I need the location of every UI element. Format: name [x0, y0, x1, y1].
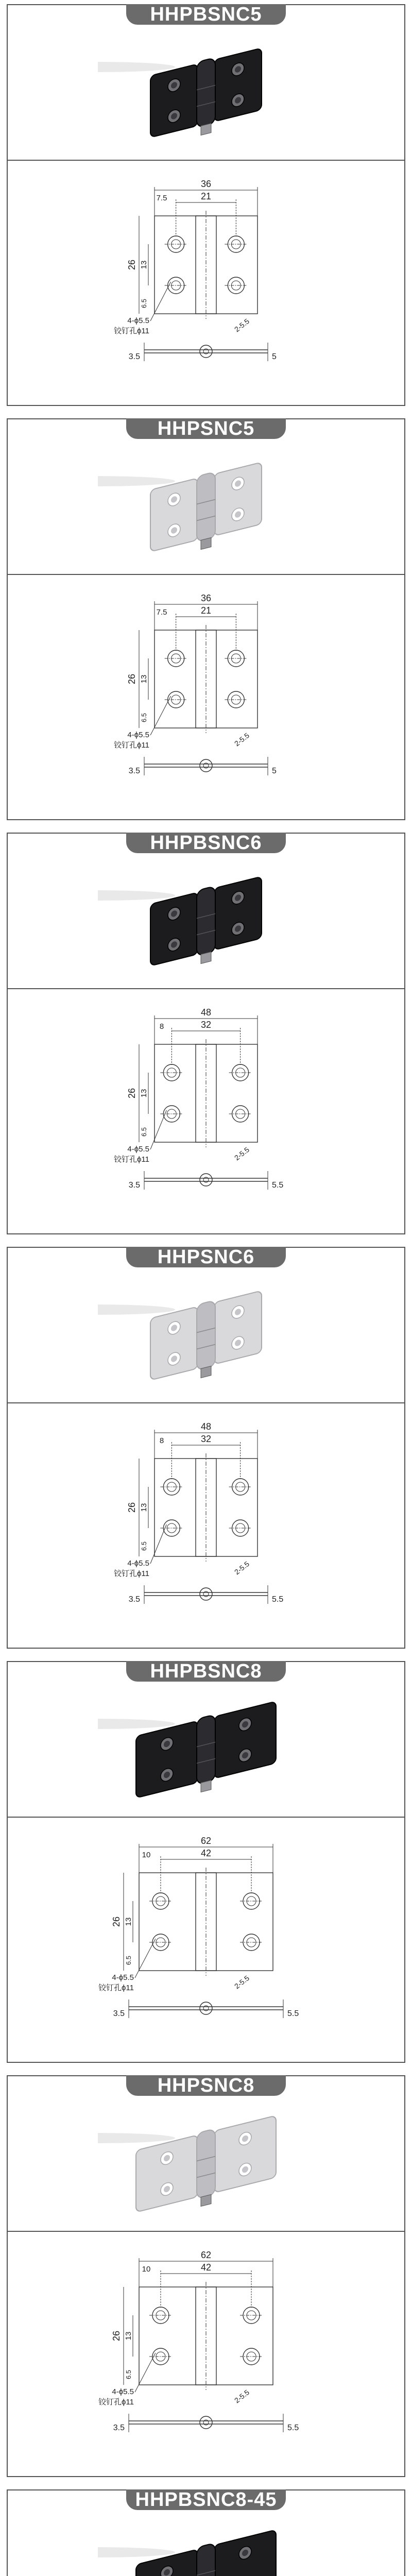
knuckle-barrel — [197, 472, 215, 543]
dim-width: 48 — [200, 1007, 212, 1018]
dim-width: 48 — [200, 1421, 212, 1432]
product-card — [7, 418, 405, 820]
product-title: HHPBSNC5 — [126, 4, 286, 25]
technical-drawing — [8, 989, 404, 1233]
hinge-body — [150, 874, 262, 976]
leader-line — [150, 1524, 166, 1564]
technical-drawing — [8, 2232, 404, 2476]
dim-hole-pitch: 13 — [140, 260, 148, 269]
callout-thread: 2-5.5 — [232, 317, 251, 334]
callout-thread: 2-5.5 — [232, 1560, 251, 1577]
side-view-pin-icon — [200, 345, 212, 358]
product-title: HHPBSNC8-45 — [126, 2489, 286, 2510]
product-card — [7, 833, 405, 1234]
dim-height: 26 — [127, 673, 137, 685]
hinge-photo-svg — [98, 1274, 314, 1397]
product-card — [7, 1661, 405, 2063]
leader-line — [150, 696, 171, 735]
dim-pitch: 42 — [200, 2262, 212, 2273]
side-view-pin-icon — [200, 1174, 212, 1186]
product-photo — [8, 440, 404, 574]
left-leaf — [150, 64, 198, 138]
dim-right: 5.5 — [272, 1595, 284, 1604]
left-leaf — [150, 478, 198, 552]
hinge-body — [150, 46, 262, 148]
hinge-body — [150, 1289, 262, 1391]
technical-drawing — [8, 575, 404, 819]
dim-pitch: 21 — [200, 191, 212, 201]
dim-edge: 8 — [159, 1436, 164, 1445]
callout-pin: 铰钉孔ϕ11 — [114, 1155, 149, 1164]
product-photo — [8, 2097, 404, 2231]
dim-hole-pitch: 13 — [124, 2331, 133, 2341]
dim-pitch: 21 — [200, 605, 212, 616]
technical-drawing — [8, 1403, 404, 1648]
dim-edge: 7.5 — [156, 608, 167, 617]
hinge-body — [150, 460, 262, 562]
dim-hole-pitch: 13 — [140, 1089, 148, 1098]
dim-left: 3.5 — [113, 2424, 125, 2432]
right-leaf — [214, 1291, 262, 1364]
knuckle-barrel — [197, 2129, 215, 2199]
dim-right: 5 — [272, 767, 277, 775]
product-title: HHPSNC8 — [126, 2075, 286, 2096]
shadow — [98, 2133, 175, 2143]
dim-side: 6.5 — [125, 2369, 132, 2380]
dim-left: 3.5 — [128, 767, 140, 775]
knuckle-barrel — [197, 886, 215, 957]
technical-drawing — [8, 161, 404, 405]
dim-side: 6.5 — [140, 1541, 148, 1551]
dim-width: 36 — [200, 593, 212, 603]
side-view-pin-icon — [200, 1588, 212, 1600]
dim-hole-pitch: 13 — [140, 1503, 148, 1512]
dim-width: 36 — [200, 179, 212, 189]
dim-right: 5.5 — [287, 2424, 299, 2432]
leader-line — [135, 1939, 156, 1978]
callout-thread: 2-5.5 — [232, 1145, 251, 1162]
shadow — [98, 1719, 175, 1729]
product-title: HHPSNC6 — [126, 1247, 286, 1267]
dim-left: 3.5 — [128, 1595, 140, 1604]
callout-pin: 铰钉孔ϕ11 — [98, 1984, 134, 1992]
drawing-svg — [72, 1826, 340, 2053]
callout-pin: 铰钉孔ϕ11 — [114, 327, 149, 335]
dim-hole-pitch: 13 — [140, 674, 148, 684]
side-view-pin-icon — [200, 759, 212, 772]
callout-holes: 4-ϕ5.5 — [112, 2387, 134, 2396]
shadow — [98, 476, 175, 486]
dim-right: 5 — [272, 352, 277, 361]
dim-height: 26 — [111, 1916, 122, 1927]
right-leaf — [214, 48, 262, 122]
side-view-pin-icon — [200, 2002, 212, 2014]
product-photo — [8, 2511, 404, 2576]
callout-holes: 4-ϕ5.5 — [127, 1559, 149, 1568]
dim-side: 6.5 — [125, 1955, 132, 1965]
hinge-photo-svg — [98, 2516, 314, 2576]
left-leaf — [136, 2135, 198, 2212]
product-title: HHPBSNC8 — [126, 1661, 286, 1682]
shadow — [98, 2547, 175, 2557]
hinge-photo-svg — [98, 31, 314, 155]
left-leaf — [150, 892, 198, 966]
hinge-photo-svg — [98, 1688, 314, 1811]
left-leaf — [150, 1307, 198, 1380]
callout-thread: 2-5.5 — [232, 731, 251, 748]
technical-drawing — [8, 1818, 404, 2062]
product-title: HHPBSNC6 — [126, 833, 286, 853]
drawing-svg — [72, 584, 340, 810]
right-leaf — [214, 876, 262, 950]
callout-pin: 铰钉孔ϕ11 — [114, 741, 149, 750]
product-card — [7, 1247, 405, 1649]
hinge-body — [136, 1699, 276, 1808]
right-leaf — [214, 1701, 276, 1778]
product-card — [7, 4, 405, 406]
dim-height: 26 — [111, 2330, 122, 2342]
dim-pitch: 32 — [200, 1020, 212, 1030]
callout-holes: 4-ϕ5.5 — [112, 1973, 134, 1982]
dim-height: 26 — [127, 1502, 137, 1513]
hinge-body — [136, 2113, 276, 2223]
hinge-photo-svg — [98, 859, 314, 983]
dim-edge: 7.5 — [156, 194, 167, 202]
dim-edge: 8 — [159, 1022, 164, 1031]
dim-edge: 10 — [142, 2265, 151, 2274]
shadow — [98, 1304, 175, 1315]
right-leaf — [214, 462, 262, 536]
product-photo — [8, 1683, 404, 1817]
callout-thread: 2-5.5 — [232, 1974, 251, 1991]
dim-height: 26 — [127, 1088, 137, 1099]
hinge-photo-svg — [98, 2102, 314, 2226]
dim-side: 6.5 — [140, 713, 148, 723]
dim-edge: 10 — [142, 1851, 151, 1859]
drawing-svg — [72, 170, 340, 396]
shadow — [98, 890, 175, 901]
leader-line — [150, 282, 171, 321]
callout-pin: 铰钉孔ϕ11 — [114, 1569, 149, 1578]
hinge-photo-svg — [98, 445, 314, 569]
dim-left: 3.5 — [128, 352, 140, 361]
leader-line — [135, 2353, 156, 2392]
dim-side: 6.5 — [140, 1127, 148, 1137]
callout-holes: 4-ϕ5.5 — [127, 316, 149, 325]
dim-right: 5.5 — [272, 1181, 284, 1190]
leader-line — [150, 1110, 166, 1149]
dim-pitch: 32 — [200, 1434, 212, 1444]
dim-right: 5.5 — [287, 2009, 299, 2018]
shadow — [98, 62, 175, 72]
drawing-svg — [72, 1412, 340, 1639]
product-title: HHPSNC5 — [126, 418, 286, 439]
callout-pin: 铰钉孔ϕ11 — [98, 2398, 134, 2406]
dim-height: 26 — [127, 259, 137, 270]
side-view-pin-icon — [200, 2416, 212, 2429]
product-photo — [8, 1268, 404, 1402]
callout-thread: 2-5.5 — [232, 2388, 251, 2405]
drawing-svg — [72, 998, 340, 1225]
dim-pitch: 42 — [200, 1848, 212, 1858]
knuckle-barrel — [197, 58, 215, 128]
knuckle-barrel — [197, 1300, 215, 1371]
knuckle-barrel — [197, 1715, 215, 1785]
dim-left: 3.5 — [113, 2009, 125, 2018]
right-leaf — [214, 2115, 276, 2193]
callout-holes: 4-ϕ5.5 — [127, 731, 149, 739]
dim-width: 62 — [200, 2250, 212, 2260]
product-card — [7, 2075, 405, 2477]
dim-left: 3.5 — [128, 1181, 140, 1190]
product-photo — [8, 854, 404, 988]
left-leaf — [136, 1721, 198, 1798]
dim-width: 62 — [200, 1836, 212, 1846]
dim-hole-pitch: 13 — [124, 1917, 133, 1926]
callout-holes: 4-ϕ5.5 — [127, 1145, 149, 1154]
drawing-svg — [72, 2241, 340, 2467]
product-photo — [8, 26, 404, 160]
product-card — [7, 2489, 405, 2576]
dim-side: 6.5 — [140, 298, 148, 309]
